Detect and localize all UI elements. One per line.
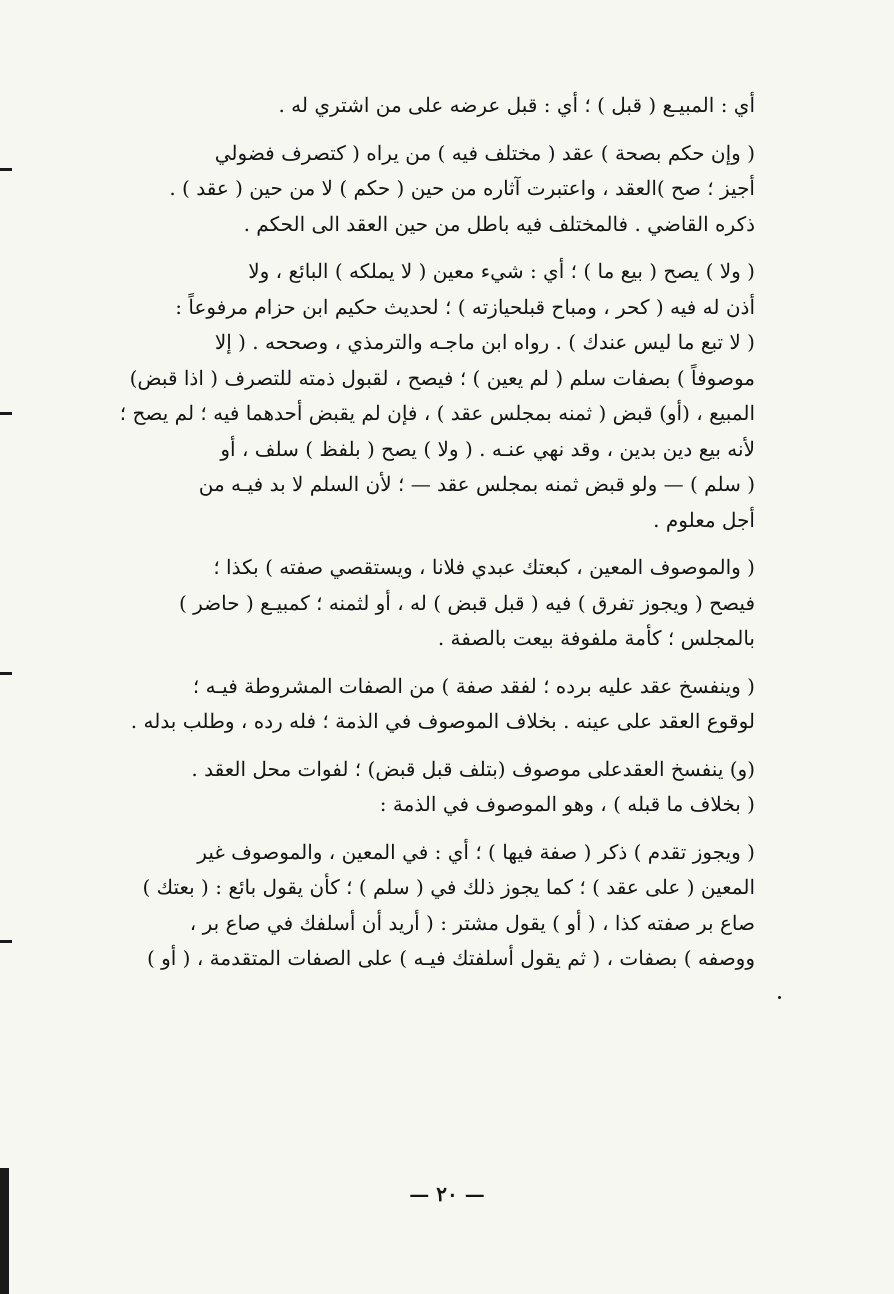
text-line: ( سلم ) — ولو قبض ثمنه بمجلس عقد — ؛ لأن السلم لا بد فيـه من xyxy=(198,472,755,496)
text-line: أجل معلوم . xyxy=(653,507,755,532)
text-line: لأنه بيع دين بدين ، وقد نهي عنـه . ( ولا ) يصح ( بلفظ ) سلف ، أو xyxy=(220,436,755,461)
text-line: موصوفاً ) بصفات سلم ( لم يعين ) ؛ فيصح ، لقبول ذمته للتصرف ( اذا قبض) xyxy=(129,365,755,390)
text-line: ( ويجوز تقدم ) ذكر ( صفة فيها ) ؛ أي : في المعين ، والموصوف غير xyxy=(197,839,755,864)
text-line: المبيع ، (أو) قبض ( ثمنه بمجلس عقد ) ، فإن لم يقبض أحدهما فيه ؛ لم يصح ؛ xyxy=(119,401,755,425)
text-line: ( وينفسخ عقد عليه برده ؛ لفقد صفة ) من الصفات المشروطة فيـه ؛ xyxy=(192,673,755,698)
text-line: أي : المبيـع ( قبل ) ؛ أي : قبل عرضه على من اشتري له . xyxy=(278,93,755,117)
text-line: ( وإن حكم بصحة ) عقد ( مختلف فيه ) من يراه ( كتصرف فضولي xyxy=(214,140,755,165)
paragraph xyxy=(105,136,755,243)
scan-margin-mark xyxy=(0,672,12,675)
scan-speck xyxy=(778,996,781,999)
paragraph xyxy=(105,254,755,538)
text-line: المعين ( على عقد ) ؛ كما يجوز ذلك في ( سلم ) ؛ كأن يقول بائع : ( بعتك ) xyxy=(142,875,755,899)
paragraph xyxy=(105,752,755,823)
text-line: لوقوع العقد على عينه . بخلاف الموصوف في الذمة ؛ فله رده ، وطلب بدله . xyxy=(130,709,755,733)
text-line: بالمجلس ؛ كأمة ملفوفة بيعت بالصفة . xyxy=(437,626,755,650)
body-text xyxy=(105,88,755,989)
paragraph xyxy=(105,88,755,124)
text-line: ( والموصوف المعين ، كبعتك عبدي فلانا ، ويستقصي صفته ) بكذا ؛ xyxy=(213,555,755,579)
paragraph xyxy=(105,669,755,740)
text-line: ذكره القاضي . فالمختلف فيه باطل من حين العقد الى الحكم . xyxy=(243,211,755,236)
text-line: ووصفه ) بصفات ، ( ثم يقول أسلفتك فيـه ) على الصفات المتقدمة ، ( أو ) xyxy=(146,946,755,970)
text-line: ( لا تبع ما ليس عندك ) . رواه ابن ماجـه والترمذي ، وصححه . ( إلا xyxy=(214,330,755,354)
page-number: — ٢٠ — xyxy=(409,1182,485,1206)
text-line: صاع بر صفته كذا ، ( أو ) يقول مشتر : ( أريد أن أسلفك في صاع بر ، xyxy=(189,910,755,935)
scan-margin-mark xyxy=(0,168,12,171)
text-line: أجيز ؛ صح )العقد ، واعتبرت آثاره من حين ( حكم ) لا من حين ( عقد ) . xyxy=(169,176,755,200)
text-line: أذن له فيه ( كحر ، ومباح قبلحيازته ) ؛ لحديث حكيم ابن حزام مرفوعاً : xyxy=(175,294,755,319)
text-line: فيصح ( ويجوز تفرق ) فيه ( قبل قبض ) له ، أو لثمنه ؛ كمبيـع ( حاضر ) xyxy=(178,590,755,615)
text-line: ( ولا ) يصح ( بيع ما ) ؛ أي : شيء معين ( لا يملكه ) البائع ، ولا xyxy=(248,259,755,283)
paragraph xyxy=(105,835,755,977)
text-line: ( بخلاف ما قبله ) ، وهو الموصوف في الذمة : xyxy=(379,792,755,816)
text-line: (و) ينفسخ العقدعلى موصوف (بتلف قبل قبض) ؛ لفوات محل العقد . xyxy=(191,756,755,781)
binding-edge-shadow xyxy=(0,1168,9,1294)
paragraph xyxy=(105,550,755,657)
scan-margin-mark xyxy=(0,940,12,943)
scan-margin-mark xyxy=(0,412,12,415)
